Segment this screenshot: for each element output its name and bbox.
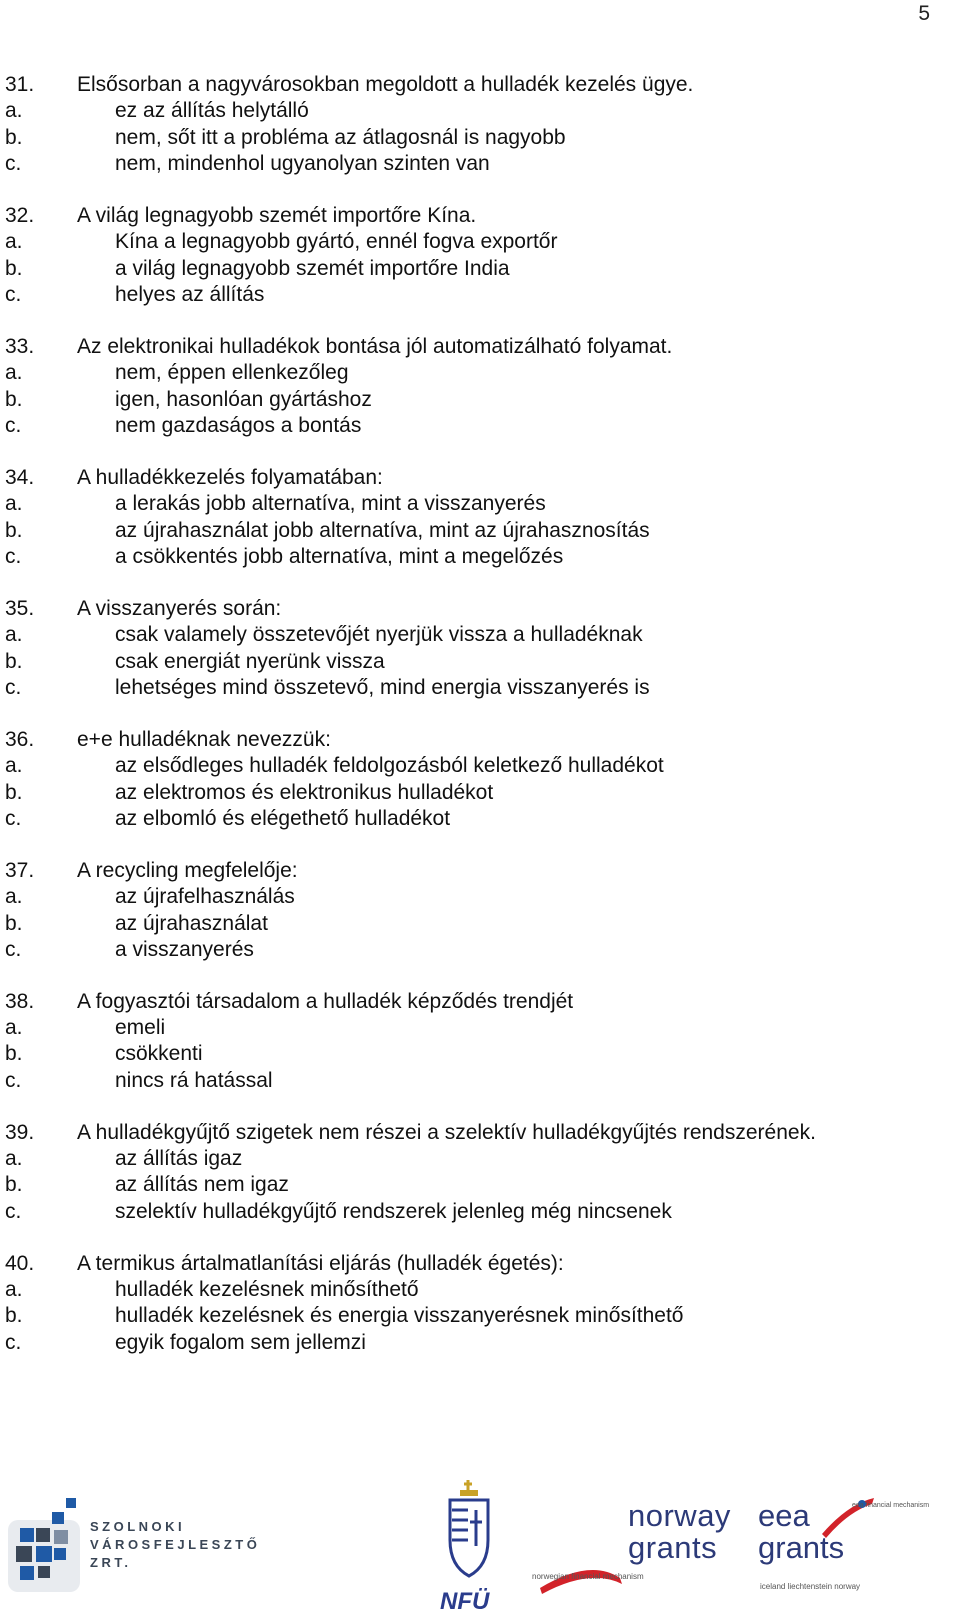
answer-option <box>5 1330 935 1356</box>
eea-word: eea <box>758 1498 810 1533</box>
question-number: 40. <box>5 1251 35 1275</box>
szolnoki-line-3: ZRT. <box>90 1555 132 1570</box>
answer-option <box>5 256 935 282</box>
page-number: 5 <box>918 2 930 25</box>
answer-text: nem, éppen ellenkezőleg <box>115 361 349 385</box>
answer-letter: b. <box>5 125 23 149</box>
quiz <box>5 72 935 1382</box>
answer-letter: a. <box>5 99 23 123</box>
answer-letter: a. <box>5 1277 23 1301</box>
question-line <box>5 989 935 1015</box>
answer-letter: c. <box>5 1068 22 1092</box>
answer-text: az elektromos és elektronikus hulladékot <box>115 780 494 804</box>
answer-text: csökkenti <box>115 1042 203 1066</box>
answer-option <box>5 1199 935 1225</box>
answer-option <box>5 125 935 151</box>
question-line <box>5 72 935 98</box>
answer-text: nem, sőt itt a probléma az átlagosnál is nagyobb <box>115 125 566 149</box>
question-line <box>5 596 935 622</box>
answer-option <box>5 1277 935 1303</box>
question-line <box>5 465 935 491</box>
norway-word: norway <box>628 1498 731 1533</box>
answer-option <box>5 675 935 701</box>
answer-option <box>5 151 935 177</box>
answer-letter: c. <box>5 937 22 961</box>
answer-option <box>5 937 935 963</box>
question-line <box>5 727 935 753</box>
question-text: A hulladékgyűjtő szigetek nem részei a szelektív hulladékgyűjtés rendszerének. <box>77 1120 816 1144</box>
answer-text: csak valamely összetevőjét nyerjük vissza a hulladéknak <box>115 623 643 647</box>
answer-option <box>5 753 935 779</box>
question-block <box>5 465 935 571</box>
answer-text: az elbomló és elégethető hulladékot <box>115 806 451 830</box>
answer-letter: c. <box>5 152 22 176</box>
question-line <box>5 858 935 884</box>
hungarian-coat-of-arms-icon <box>438 1476 498 1586</box>
question-text: Elsősorban a nagyvárosokban megoldott a hulladék kezelés ügye. <box>77 73 694 96</box>
question-block <box>5 727 935 833</box>
question-number: 33. <box>5 334 35 358</box>
answer-text: nincs rá hatással <box>115 1068 273 1092</box>
answer-option <box>5 1041 935 1067</box>
answer-letter: a. <box>5 230 23 254</box>
nfu-logo <box>438 1476 508 1616</box>
answer-letter: b. <box>5 649 23 673</box>
answer-option <box>5 1015 935 1041</box>
answer-letter: a. <box>5 492 23 516</box>
szolnoki-line-2: VÁROSFEJLESZTŐ <box>90 1537 261 1552</box>
question-block <box>5 1251 935 1357</box>
answer-text: Kína a legnagyobb gyártó, ennél fogva exportőr <box>115 230 558 254</box>
answer-text: az újrafelhasználás <box>115 885 295 909</box>
nfu-label: NFÜ <box>440 1588 490 1615</box>
eea-mechanism-label: eea financial mechanism <box>852 1502 930 1509</box>
eea-grants-word: grants <box>758 1530 845 1565</box>
question-number: 36. <box>5 727 35 751</box>
answer-option <box>5 1172 935 1198</box>
norway-grants-wordmark <box>628 1500 731 1564</box>
question-number: 37. <box>5 858 35 882</box>
answer-text: az állítás nem igaz <box>115 1173 289 1197</box>
answer-letter: a. <box>5 1016 23 1040</box>
footer-logos <box>0 1470 960 1616</box>
question-line <box>5 334 935 360</box>
answer-text: a csökkentés jobb alternatíva, mint a megelőzés <box>115 545 564 569</box>
answer-option <box>5 282 935 308</box>
answer-option <box>5 360 935 386</box>
eea-grants-logo <box>758 1490 958 1610</box>
question-text: A fogyasztói társadalom a hulladék képződés trendjét <box>77 989 574 1013</box>
eea-countries-label: iceland liechtenstein norway <box>760 1582 861 1591</box>
answer-option <box>5 1303 935 1329</box>
answer-text: nem, mindenhol ugyanolyan szinten van <box>115 152 490 176</box>
answer-option <box>5 544 935 570</box>
question-text: A termikus ártalmatlanítási eljárás (hulladék égetés): <box>77 1251 564 1275</box>
question-line <box>5 1120 935 1146</box>
szolnoki-name <box>90 1518 260 1572</box>
szolnoki-varosfejleszto-logo <box>6 1486 286 1596</box>
answer-option <box>5 387 935 413</box>
norway-mechanism-label: norwegian financial mechanism <box>532 1572 644 1581</box>
answer-letter: a. <box>5 623 23 647</box>
question-text: e+e hulladéknak nevezzük: <box>77 727 331 751</box>
answer-text: egyik fogalom sem jellemzi <box>115 1330 366 1354</box>
answer-text: szelektív hulladékgyűjtő rendszerek jelenleg még nincsenek <box>115 1199 672 1223</box>
answer-letter: c. <box>5 545 22 569</box>
norway-grants-swoosh-icon <box>530 1498 625 1608</box>
answer-option <box>5 1146 935 1172</box>
answer-option <box>5 911 935 937</box>
answer-option <box>5 884 935 910</box>
answer-text: hulladék kezelésnek és energia visszanyerésnek minősíthető <box>115 1304 684 1328</box>
answer-letter: b. <box>5 1173 23 1197</box>
answer-letter: b. <box>5 1304 23 1328</box>
answer-text: emeli <box>115 1016 166 1040</box>
question-text: A recycling megfelelője: <box>77 858 298 882</box>
answer-text: a világ legnagyobb szemét importőre India <box>115 256 510 280</box>
answer-text: az elsődleges hulladék feldolgozásból keletkező hulladékot <box>115 754 664 778</box>
answer-letter: c. <box>5 675 22 699</box>
szolnoki-line-1: SZOLNOKI <box>90 1519 186 1534</box>
question-block <box>5 596 935 702</box>
answer-letter: c. <box>5 1199 22 1223</box>
answer-text: az újrahasználat <box>115 911 268 935</box>
question-number: 39. <box>5 1120 35 1144</box>
answer-letter: a. <box>5 885 23 909</box>
question-block <box>5 72 935 178</box>
answer-option <box>5 413 935 439</box>
answer-letter: c. <box>5 414 22 438</box>
answer-text: nem gazdaságos a bontás <box>115 414 362 438</box>
answer-letter: b. <box>5 1042 23 1066</box>
answer-letter: b. <box>5 911 23 935</box>
answer-option <box>5 518 935 544</box>
question-number: 38. <box>5 989 35 1013</box>
question-number: 35. <box>5 596 35 620</box>
answer-letter: b. <box>5 780 23 804</box>
answer-text: ez az állítás helytálló <box>115 99 309 123</box>
szolnoki-mosaic-icon <box>6 1486 86 1596</box>
answer-option <box>5 649 935 675</box>
answer-option <box>5 806 935 832</box>
question-block <box>5 858 935 964</box>
answer-letter: b. <box>5 387 23 411</box>
answer-text: helyes az állítás <box>115 283 265 307</box>
answer-option <box>5 98 935 124</box>
answer-letter: a. <box>5 1147 23 1171</box>
answer-option <box>5 491 935 517</box>
grants-word: grants <box>628 1530 718 1565</box>
answer-text: az újrahasználat jobb alternatíva, mint az újrahasznosítás <box>115 518 650 542</box>
answer-text: az állítás igaz <box>115 1147 243 1171</box>
question-block <box>5 989 935 1095</box>
answer-option <box>5 780 935 806</box>
question-block <box>5 334 935 440</box>
question-text: A visszanyerés során: <box>77 596 282 620</box>
answer-text: igen, hasonlóan gyártáshoz <box>115 387 372 411</box>
answer-text: a lerakás jobb alternatíva, mint a visszanyerés <box>115 492 546 516</box>
question-line <box>5 203 935 229</box>
answer-letter: c. <box>5 283 22 307</box>
question-line <box>5 1251 935 1277</box>
question-number: 32. <box>5 203 35 227</box>
answer-option <box>5 1068 935 1094</box>
answer-text: csak energiát nyerünk vissza <box>115 649 385 673</box>
answer-letter: a. <box>5 361 23 385</box>
answer-option <box>5 229 935 255</box>
question-number: 31. <box>5 73 35 96</box>
question-block <box>5 1120 935 1226</box>
question-number: 34. <box>5 465 35 489</box>
answer-letter: c. <box>5 806 22 830</box>
answer-text: lehetséges mind összetevő, mind energia visszanyerés is <box>115 675 650 699</box>
answer-letter: c. <box>5 1330 22 1354</box>
answer-letter: b. <box>5 518 23 542</box>
norway-grants-logo <box>530 1498 740 1608</box>
answer-letter: b. <box>5 256 23 280</box>
answer-text: a visszanyerés <box>115 937 254 961</box>
question-text: A világ legnagyobb szemét importőre Kína. <box>77 203 477 227</box>
question-text: A hulladékkezelés folyamatában: <box>77 465 383 489</box>
answer-option <box>5 622 935 648</box>
question-text: Az elektronikai hulladékok bontása jól automatizálható folyamat. <box>77 334 673 358</box>
question-block <box>5 203 935 309</box>
answer-text: hulladék kezelésnek minősíthető <box>115 1277 419 1301</box>
answer-letter: a. <box>5 754 23 778</box>
